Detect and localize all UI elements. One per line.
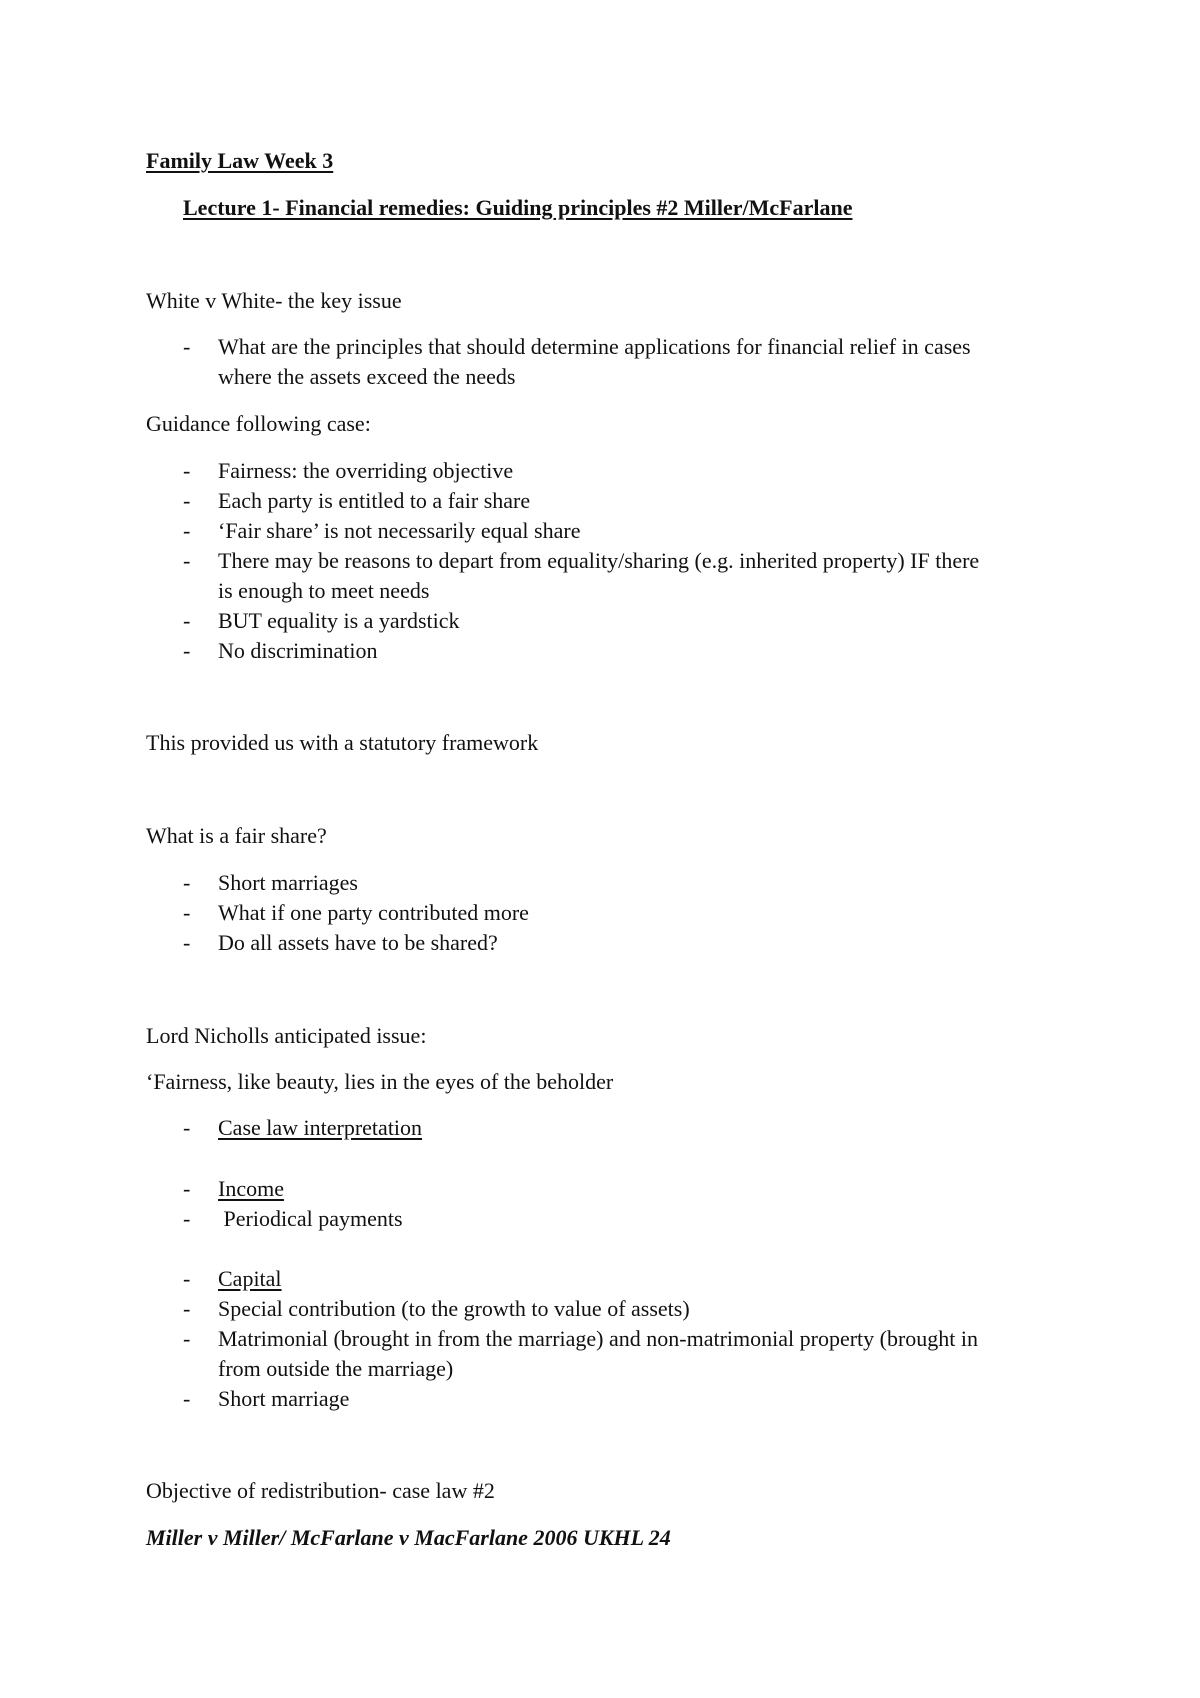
bullet-dash: -	[183, 870, 191, 895]
case-citation: Miller v Miller/ McFarlane v MacFarlane 2006 UKHL 24	[146, 1525, 671, 1550]
list-item-text: There may be reasons to depart from equality/sharing (e.g. inherited property) IF there	[218, 548, 980, 573]
list-item-text-continued: where the assets exceed the needs	[218, 364, 516, 389]
bullet-dash: -	[183, 1326, 191, 1351]
list-item-text: Income	[218, 1176, 284, 1201]
bullet-dash: -	[183, 1206, 191, 1231]
list-item-text: Do all assets have to be shared?	[218, 930, 498, 955]
list-item-text: Matrimonial (brought in from the marriage) and non-matrimonial property (brought in	[218, 1326, 979, 1351]
list-item-text: Case law interpretation	[218, 1115, 423, 1140]
list-item-text: Periodical payments	[218, 1206, 403, 1231]
list-item-text: Short marriage	[218, 1386, 350, 1411]
quote-fairness: ‘Fairness, like beauty, lies in the eyes of the beholder	[146, 1069, 614, 1094]
list-item-text-continued: is enough to meet needs	[218, 578, 430, 603]
bullet-dash: -	[183, 1296, 191, 1321]
bullet-dash: -	[183, 548, 191, 573]
list-item-text: What if one party contributed more	[218, 900, 529, 925]
list-item-text: Each party is entitled to a fair share	[218, 488, 531, 513]
paragraph-framework: This provided us with a statutory framework	[146, 730, 539, 755]
bullet-dash: -	[183, 1266, 191, 1291]
bullet-dash: -	[183, 638, 191, 663]
list-item-text: Fairness: the overriding objective	[218, 458, 514, 483]
list-item-text: No discrimination	[218, 638, 378, 663]
bullet-dash: -	[183, 488, 191, 513]
document-title: Family Law Week 3	[146, 148, 334, 173]
bullet-dash: -	[183, 900, 191, 925]
section-heading-fair-share: What is a fair share?	[146, 823, 327, 848]
list-item-text-continued: from outside the marriage)	[218, 1356, 454, 1381]
bullet-dash: -	[183, 334, 191, 359]
section-heading-lord-nicholls: Lord Nicholls anticipated issue:	[146, 1023, 427, 1048]
list-item-text: Special contribution (to the growth to value of assets)	[218, 1296, 690, 1321]
bullet-dash: -	[183, 1176, 191, 1201]
paragraph-objective: Objective of redistribution- case law #2	[146, 1478, 495, 1503]
bullet-dash: -	[183, 1386, 191, 1411]
bullet-dash: -	[183, 518, 191, 543]
list-item-text: BUT equality is a yardstick	[218, 608, 460, 633]
bullet-dash: -	[183, 608, 191, 633]
bullet-dash: -	[183, 930, 191, 955]
bullet-dash: -	[183, 458, 191, 483]
list-item-text: Capital	[218, 1266, 282, 1291]
bullet-dash: -	[183, 1115, 191, 1140]
section-heading-white-v-white: White v White- the key issue	[146, 288, 402, 313]
list-item-text: What are the principles that should determine applications for financial relief in cases	[218, 334, 971, 359]
list-item-text: ‘Fair share’ is not necessarily equal share	[218, 518, 581, 543]
list-item-text: Short marriages	[218, 870, 358, 895]
section-heading-guidance: Guidance following case:	[146, 411, 371, 436]
lecture-title: Lecture 1- Financial remedies: Guiding principles #2 Miller/McFarlane	[183, 195, 853, 220]
